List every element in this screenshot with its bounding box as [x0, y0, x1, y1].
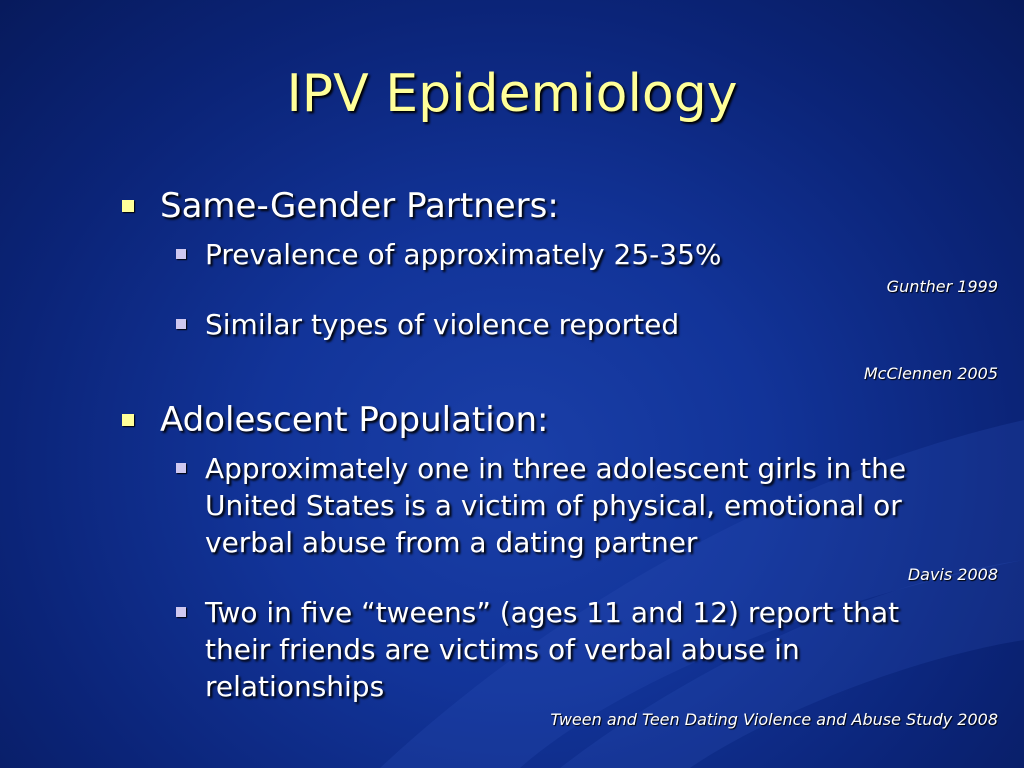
citation: Davis 2008: [907, 565, 998, 584]
square-bullet-icon: [176, 607, 186, 617]
section-adolescent-population: [122, 400, 549, 440]
square-bullet-icon: [176, 319, 186, 329]
citation: McClennen 2005: [863, 364, 998, 383]
list-item: [176, 594, 966, 705]
list-item-text: Approximately one in three adolescent girls in the United States is a victim of physical, emotional or verbal abuse from a dating partner: [205, 452, 907, 559]
list-item-text: Similar types of violence reported: [205, 308, 680, 341]
list-item-text: Two in five “tweens” (ages 11 and 12) report that their friends are victims of verbal abuse in relationships: [205, 596, 900, 703]
list-item: [176, 306, 966, 343]
list-item: [176, 450, 966, 561]
square-bullet-icon: [122, 414, 134, 426]
citation: Gunther 1999: [886, 277, 998, 296]
list-item: [176, 236, 966, 273]
slide-title: IPV Epidemiology: [286, 64, 738, 124]
section-heading: Adolescent Population:: [160, 400, 549, 440]
square-bullet-icon: [122, 200, 134, 212]
section-heading: Same-Gender Partners:: [160, 186, 559, 226]
citation: Tween and Teen Dating Violence and Abuse Study 2008: [550, 710, 998, 729]
list-item-text: Prevalence of approximately 25-35%: [205, 238, 722, 271]
square-bullet-icon: [176, 463, 186, 473]
square-bullet-icon: [176, 249, 186, 259]
section-same-gender-partners: [122, 186, 559, 226]
